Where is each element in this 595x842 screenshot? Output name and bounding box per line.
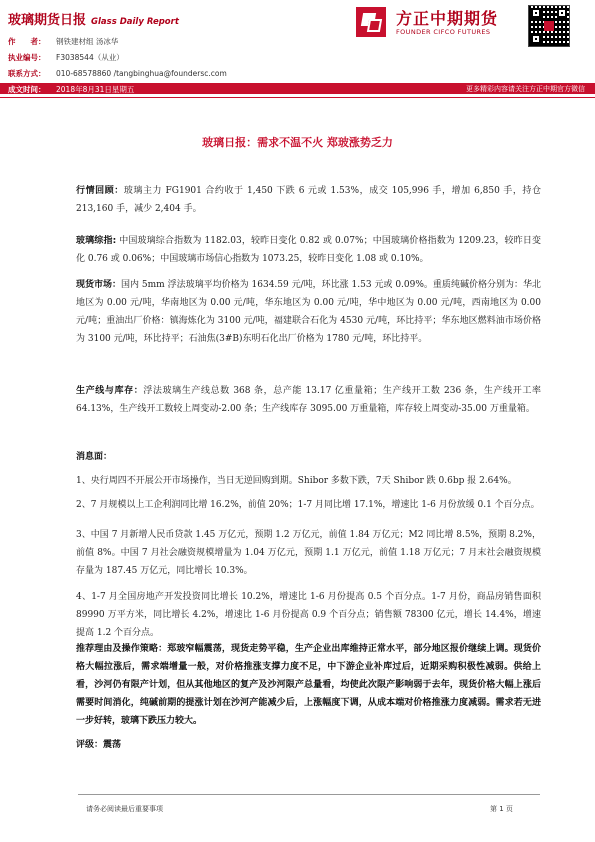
footer-divider [78, 794, 540, 795]
spot-market-text: 国内 5mm 浮法玻璃平均价格为 1634.59 元/吨，环比涨 1.53 元或 0.09%。重质纯碱价格分别为：华北地区为 0.00 元/吨，华南地区为 0.00 元/吨，华东地区为 0.00 元/吨，华中地区为 0.00 元/吨，西南地区为 0.00 元/吨；重油出厂价格：镇海炼化为 3100 元/吨，福建联合石化为 4530 元/吨，环比持平；华东地区燃料油市场价格为 3100 元/吨，环比持平；石油焦(3#B)东明石化出厂价格为 1780 元/吨，环比持平。 [76, 280, 541, 344]
contact-label: 联系方式： [8, 69, 46, 78]
glass-index-label: 玻璃综指: [76, 236, 117, 246]
header-divider [0, 97, 595, 98]
author-value: 钢铁建材组 汤冰华 [56, 37, 119, 46]
qr-code-icon [528, 5, 570, 47]
contact-line [8, 68, 227, 79]
report-title-cn: 玻璃期货日报 [8, 13, 87, 28]
report-headline: 玻璃日报：需求不温不火 郑玻涨势乏力 [202, 136, 393, 149]
page-number: 第 1 页 [490, 805, 513, 813]
news-item-1: 1、央行周四不开展公开市场操作，当日无逆回购到期。Shibor 多数下跌，7天 Shibor 跌 0.6bp 报 2.64%。 [76, 476, 517, 486]
license-line [8, 52, 124, 63]
news-item-4: 4、1-7 月全国房地产开发投资同比增长 10.2%，增速比 1-6 月份提高 0.5 个百分点。1-7 月份，商品房销售面积 89990 万平方米，同比增长 4.2%，增速比 1-6 月份提高 0.9 个百分点；销售额 78300 亿元，增长 14.4%，增速提高 1.2 个百分点。 [76, 592, 541, 638]
logo-mark-icon [356, 7, 386, 37]
wechat-slogan: 更多精彩内容请关注方正中期官方微信 [466, 85, 585, 93]
market-review-paragraph [76, 182, 541, 218]
production-text: 浮法玻璃生产线总数 368 条，总产能 13.17 亿重量箱；生产线开工数 236 条，生产线开工率 64.13%，生产线开工数较上周变动-2.00 条；生产线库存 3095.00 万重量箱，库存较上周变动-35.00 万重量箱。 [76, 386, 541, 414]
logo-name-en: FOUNDER CIFCO FUTURES [396, 28, 491, 36]
glass-index-text: 中国玻璃综合指数为 1182.03，较昨日变化 0.82 或 0.07%；中国玻璃价格指数为 1209.23，较昨日变化 0.76 或 0.06%；中国玻璃市场信心指数为 1073.25，较昨日变化 1.08 或 0.10%。 [76, 236, 541, 264]
date-line [8, 84, 134, 95]
author-label: 作 者： [8, 37, 46, 46]
date-value: 2018年8月31日星期五 [56, 85, 135, 94]
news-item-3: 3、中国 7 月新增人民币贷款 1.45 万亿元，预期 1.2 万亿元，前值 1.84 万亿元；M2 同比增 8.5%，预期 8.2%，前值 8%。中国 7 月社会融资规模增量为 1.04 万亿元，预期 1.1 万亿元，前值 1.18 万亿元；7 月末社会融资规模存量为 187.45 万亿元，同比增长 10.3%。 [76, 530, 541, 576]
license-label: 执业编号： [8, 53, 46, 62]
production-label: 生产线与库存： [76, 386, 144, 396]
report-title-en: Glass Daily Report [91, 17, 179, 27]
spot-market-label: 现货市场： [76, 280, 122, 290]
market-review-text: 玻璃主力 FG1901 合约收于 1,450 下跌 6 元或 1.53%，成交 105,996 手，增加 6,850 手，持仓 213,160 手，减少 2,404 手。 [76, 186, 541, 214]
footer-disclaimer: 请务必阅读最后重要事项 [86, 805, 163, 813]
rating-line [76, 736, 541, 754]
header-bar [0, 83, 595, 94]
news-label: 消息面： [76, 452, 113, 462]
report-title [8, 9, 179, 28]
contact-value: 010-68578860 /tangbinghua@foundersc.com [56, 69, 227, 78]
date-label: 成文时间： [8, 85, 46, 94]
rating-value: 震荡 [103, 740, 122, 750]
market-review-label: 行情回顾： [76, 186, 124, 196]
author-line [8, 36, 118, 47]
license-value: F3038544（从业） [56, 53, 124, 62]
production-paragraph [76, 382, 541, 418]
rating-label: 评级： [76, 740, 104, 750]
news-heading [76, 448, 541, 466]
glass-index-paragraph [76, 232, 541, 268]
spot-market-paragraph [76, 276, 541, 348]
company-logo [356, 6, 516, 44]
recommendation-paragraph: 推荐理由及操作策略：郑玻窄幅震荡，现货走势平稳，生产企业出库维持正常水平，部分地区报价继续上调。现货价格大幅拉涨后，需求端增量一般，对价格推涨支撑力度不足，中下游企业补库过后，近期采购积极性减弱。供给上看，沙河仍有限产计划，但从其他地区的复产及沙河限产总量看，均使此次限产影响弱于去年，现货价格大幅上涨后需要时间消化，纯碱前期的提涨计划在沙河产能减少后，上涨幅度下调，从成本端对价格推涨力度减弱。需求若无进一步好转，玻璃下跌压力较大。 [76, 644, 541, 726]
logo-name-cn: 方正中期期货 [396, 9, 499, 28]
news-item-2: 2、7 月规模以上工企利润同比增 16.2%，前值 20%；1-7 月同比增 17.1%，增速比 1-6 月份放缓 0.1 个百分点。 [76, 500, 540, 510]
